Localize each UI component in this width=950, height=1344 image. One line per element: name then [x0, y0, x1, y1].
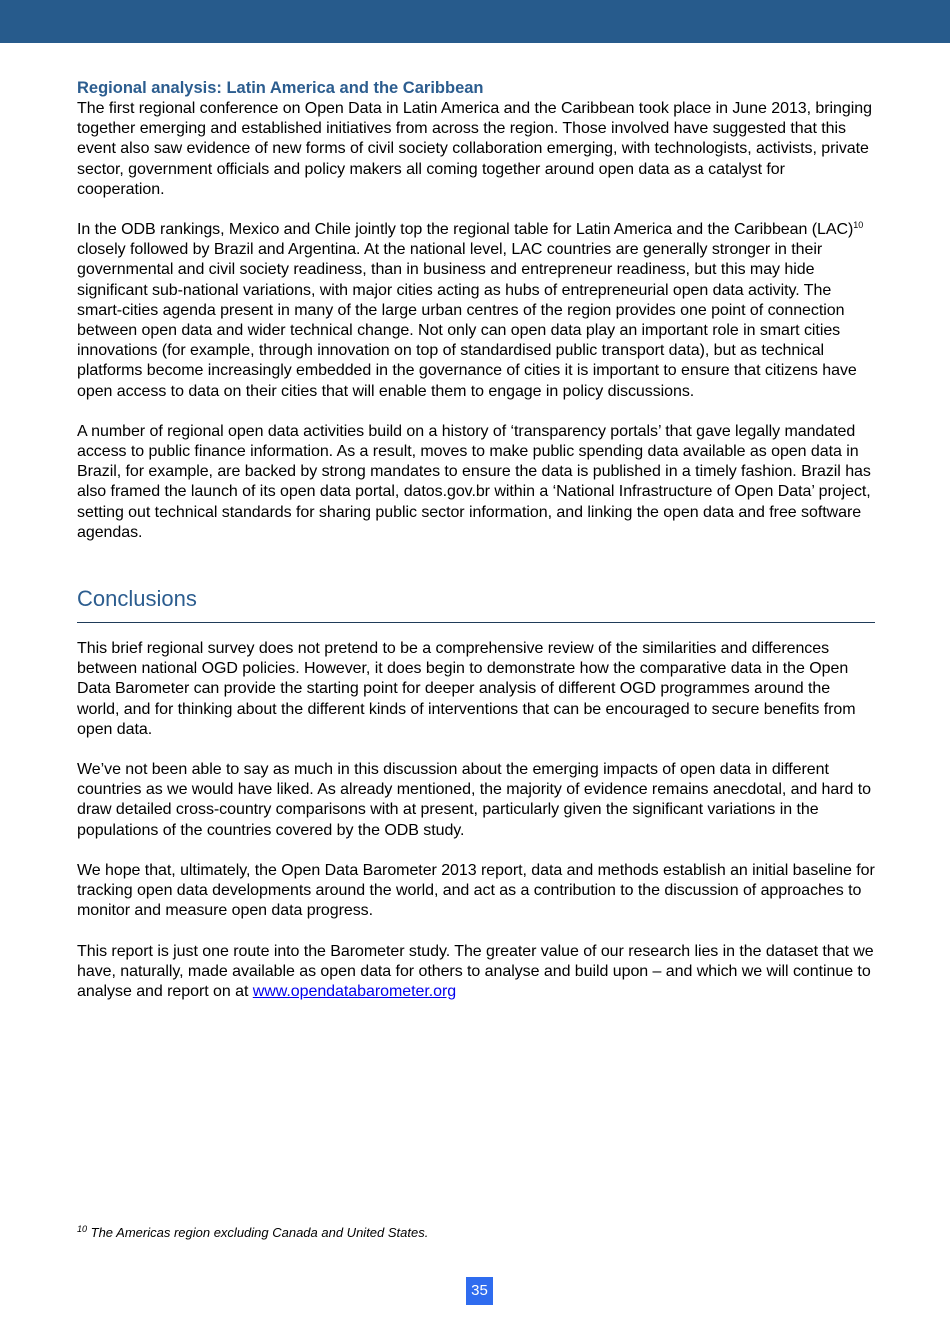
- conclusions-paragraph-3: We hope that, ultimately, the Open Data Barometer 2013 report, data and methods establish an initial baseline for tracking open data developments around the world, and act as a contribution to the discussion of approaches to monitor and measure open data progress.: [77, 861, 875, 920]
- header-band: [0, 0, 950, 43]
- conclusions-paragraph-1: This brief regional survey does not pretend to be a comprehensive review of the similarities and differences between national OGD policies. However, it does begin to demonstrate how the comparative data in the Open Data Barometer can provide the starting point for deeper analysis of different OGD programmes around the world, and for thinking about the different kinds of interventions that can be encouraged to secure benefits from open data.: [77, 640, 856, 738]
- conclusions-title: Conclusions: [77, 586, 875, 623]
- regional-analysis-body: [77, 99, 875, 543]
- regional-paragraph-2-lead: In the ODB rankings, Mexico and Chile jointly top the regional table for Latin America and the Caribbean (LAC): [77, 221, 854, 239]
- page-number: 35: [466, 1277, 493, 1305]
- footnote-reference[interactable]: 10: [853, 220, 864, 231]
- conclusions-body: [77, 639, 875, 1002]
- conclusions-paragraph-4-text: This report is just one route into the Barometer study. The greater value of our research lies in the dataset that we have, naturally, made available as open data for others to analyse and build upon – and which we will continue to analyse and report on at: [77, 942, 874, 1000]
- barometer-website-link[interactable]: www.opendatabarometer.org: [252, 982, 457, 1000]
- conclusions-paragraph-4: [77, 942, 875, 1003]
- regional-paragraph-1: The first regional conference on Open Data in Latin America and the Caribbean took place in June 2013, bringing together emerging and established initiatives from across the region. Those involved have suggested that this event also saw evidence of new forms of civil society collaboration emerging, with technologists, activists, private sector, government officials and policy makers all coming together around open data as a catalyst for cooperation.: [77, 100, 872, 198]
- regional-analysis-heading: Regional analysis: Latin America and the Caribbean: [77, 79, 484, 97]
- regional-paragraph-3: A number of regional open data activities build on a history of ‘transparency portals’ that gave legally mandated access to public finance information. As a result, moves to make public spending data available as open data in Brazil, for example, are backed by strong mandates to ensure the data is published in a timely fashion. Brazil has also framed the launch of its open data portal, datos.gov.br within a ‘National Infrastructure of Open Data’ project, setting out technical standards for sharing public sector information, and linking the open data and free software agendas.: [77, 422, 871, 541]
- page-content: [77, 78, 875, 1002]
- footnote-number: 10: [77, 1224, 88, 1234]
- footnote: [77, 1224, 428, 1241]
- conclusions-paragraph-2: We’ve not been able to say as much in this discussion about the emerging impacts of open data in different countries as we would have liked. As already mentioned, the majority of evidence remains anecdotal, and hard to draw detailed cross-country comparisons with at present, particularly given the significant variations in the populations of the countries covered by the ODB study.: [77, 761, 872, 839]
- footnote-text: The Americas region excluding Canada and United States.: [87, 1225, 429, 1240]
- regional-paragraph-2: [77, 220, 875, 402]
- regional-paragraph-2-rest: closely followed by Brazil and Argentina. At the national level, LAC countries are generally stronger in their governmental and civil society readiness, than in business and entrepreneur readiness, but this may hide significant sub-national variations, with major cities acting as hubs of entrepreneurial open data activity. The smart-cities agenda present in many of the large urban centres of the region provides one point of connection between open data and wider technical change. Not only can open data play an important role in smart cities innovations (for example, through innovation on top of standardised public transport data), but as technical platforms become increasingly embedded in the governance of cities it is important to ensure that citizens have open access to data on their cities that will enable them to engage in policy discussions.: [77, 241, 857, 400]
